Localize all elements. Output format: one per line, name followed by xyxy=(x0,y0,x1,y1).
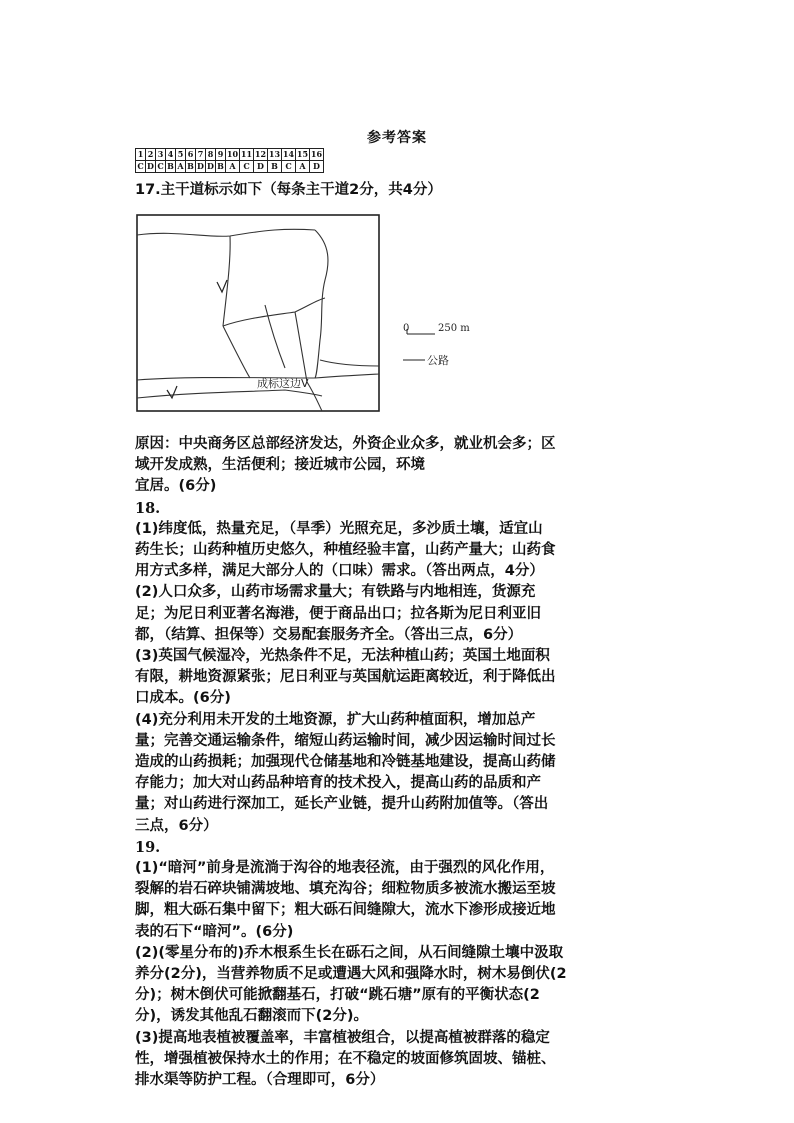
answer-number: 1 xyxy=(136,149,146,161)
q18-line: 有限，耕地资源紧张；尼日利亚与英国航运距离较近，利于降低出 xyxy=(135,669,556,686)
q17-reason-line: 宜居。(6分) xyxy=(135,478,217,495)
q18-line: 三点，6分） xyxy=(135,817,218,834)
q18-line: 都，（结算、担保等）交易配套服务齐全。（答出三点，6分） xyxy=(135,626,523,643)
q19-line: 排水渠等防护工程。（合理即可，6分） xyxy=(135,1072,385,1089)
answer-number: 9 xyxy=(216,149,226,161)
q17-reason-line: 原因：中央商务区总部经济发达，外资企业众多，就业机会多；区 xyxy=(135,436,556,452)
q18-line: 口成本。(6分) xyxy=(135,690,231,707)
answer-number: 3 xyxy=(156,149,166,161)
q19-heading: 19. xyxy=(135,838,161,856)
answer-number: 5 xyxy=(176,149,186,161)
q19-line: 养分(2分)，当营养物质不足或遭遇大风和强降水时，树木易倒伏(2 xyxy=(135,966,567,983)
arrow-mark xyxy=(167,386,177,398)
answer-letter: D xyxy=(147,161,154,171)
answer-number: 16 xyxy=(310,149,323,159)
q18-line: (3)英国气候湿冷，光热条件不足，无法种植山药；英国土地面积 xyxy=(135,648,550,665)
answer-number: 15 xyxy=(296,149,309,159)
answer-letter: B xyxy=(167,161,174,171)
q19-line: (1)“暗河”前身是流淌于沟谷的地表径流，由于强烈的风化作用， xyxy=(135,860,555,877)
answer-letter: A xyxy=(226,161,240,173)
answer-table-number-row xyxy=(136,149,324,161)
answer-letter: C xyxy=(137,161,144,171)
answer-number: 4 xyxy=(166,149,176,161)
legend-road-label: 公路 xyxy=(427,354,449,367)
q19-line: 分)，诱发其他乱石翻滚而下(2分)。 xyxy=(135,1008,368,1025)
q18-line: 量；完善交通运输条件，缩短山药运输时间，减少因运输时间过长 xyxy=(135,732,556,749)
q18-line: (4)充分利用未开发的土地资源，扩大山药种植面积，增加总产 xyxy=(135,711,536,728)
road-map xyxy=(135,200,480,414)
answer-letter: D xyxy=(197,161,204,171)
answer-number: 11 xyxy=(240,149,253,159)
scale-distance-label: 250 m xyxy=(438,323,470,334)
answer-content xyxy=(135,434,655,1091)
answer-number: 6 xyxy=(186,149,196,161)
answer-letter: A xyxy=(177,161,184,171)
arrow-mark xyxy=(217,280,227,292)
answer-number: 2 xyxy=(146,149,156,161)
answer-letter: C xyxy=(240,161,254,173)
answer-table-letter-row xyxy=(136,161,324,173)
answer-letter: C xyxy=(157,161,164,171)
q18-line: 足；为尼日利亚著名海港，便于商品出口；拉各斯为尼日利亚旧 xyxy=(135,605,541,622)
q19-line: 表的石下“暗河”。(6分) xyxy=(135,923,294,940)
q18-line: 存能力；加大对山药品种培育的技术投入，提高山药的品质和产 xyxy=(135,775,541,792)
q18-line: 量；对山药进行深加工，延长产业链，提升山药附加值等。（答出 xyxy=(135,796,549,813)
q19-line: 性，增强植被保持水土的作用；在不稳定的坡面修筑固坡、锚桩、 xyxy=(135,1050,556,1067)
q19-line: (2)(零星分布的)乔木根系生长在砾石之间，从石间缝隙土壤中汲取 xyxy=(135,944,564,961)
answer-letter: B xyxy=(187,161,194,171)
answer-letter: D xyxy=(207,161,214,171)
answer-number: 14 xyxy=(282,149,295,159)
q19-line: 分)；树木倒伏可能掀翻基石，打破“跳石塘”原有的平衡状态(2 xyxy=(135,987,540,1004)
answer-letter: B xyxy=(268,161,282,173)
q18-line: 造成的山药损耗；加强现代仓储基地和冷链基地建设，提高山药储 xyxy=(135,754,556,771)
answer-table xyxy=(135,148,324,173)
answer-number: 10 xyxy=(226,149,239,159)
answer-letter: A xyxy=(296,161,310,173)
q18-line: (2)人口众多，山药市场需求量大；有铁路与内地相连，货源充 xyxy=(135,584,536,601)
q17-reason-line: 域开发成熟，生活便利；接近城市公园，环境 xyxy=(135,457,425,474)
q18-line: (1)纬度低，热量充足，（旱季）光照充足，多沙质土壤，适宜山 xyxy=(135,520,543,537)
q19-line: 裂解的岩石碎块铺满坡地、填充沟谷；细粒物质多被流水搬运至坡 xyxy=(135,881,556,898)
map-annotation: 成标这边V xyxy=(257,377,309,390)
q18-line: 药生长；山药种植历史悠久，种植经验丰富，山药产量大；山药食 xyxy=(135,542,556,559)
page-title: 参考答案 xyxy=(367,130,427,146)
q18-line: 用方式多样，满足大部分人的（口味）需求。（答出两点，4分） xyxy=(135,563,544,580)
answer-number: 7 xyxy=(196,149,206,161)
q19-line: 脚，粗大砾石集中留下；粗大砾石间缝隙大，流水下渗形成接近地 xyxy=(135,902,556,919)
answer-number: 12 xyxy=(254,149,267,159)
answer-letter: D xyxy=(254,161,268,173)
answer-number: 13 xyxy=(268,149,281,159)
answer-letter: D xyxy=(310,161,324,173)
scale-zero-label: 0 xyxy=(403,323,410,334)
q17-heading: 17.主干道标示如下（每条主干道2分，共4分） xyxy=(135,182,442,198)
q18-heading: 18. xyxy=(135,499,161,517)
answer-letter: C xyxy=(282,161,296,173)
q19-line: (3)提高地表植被覆盖率，丰富植被组合，以提高植被群落的稳定 xyxy=(135,1029,550,1046)
answer-letter: B xyxy=(217,161,224,171)
answer-number: 8 xyxy=(206,149,216,161)
